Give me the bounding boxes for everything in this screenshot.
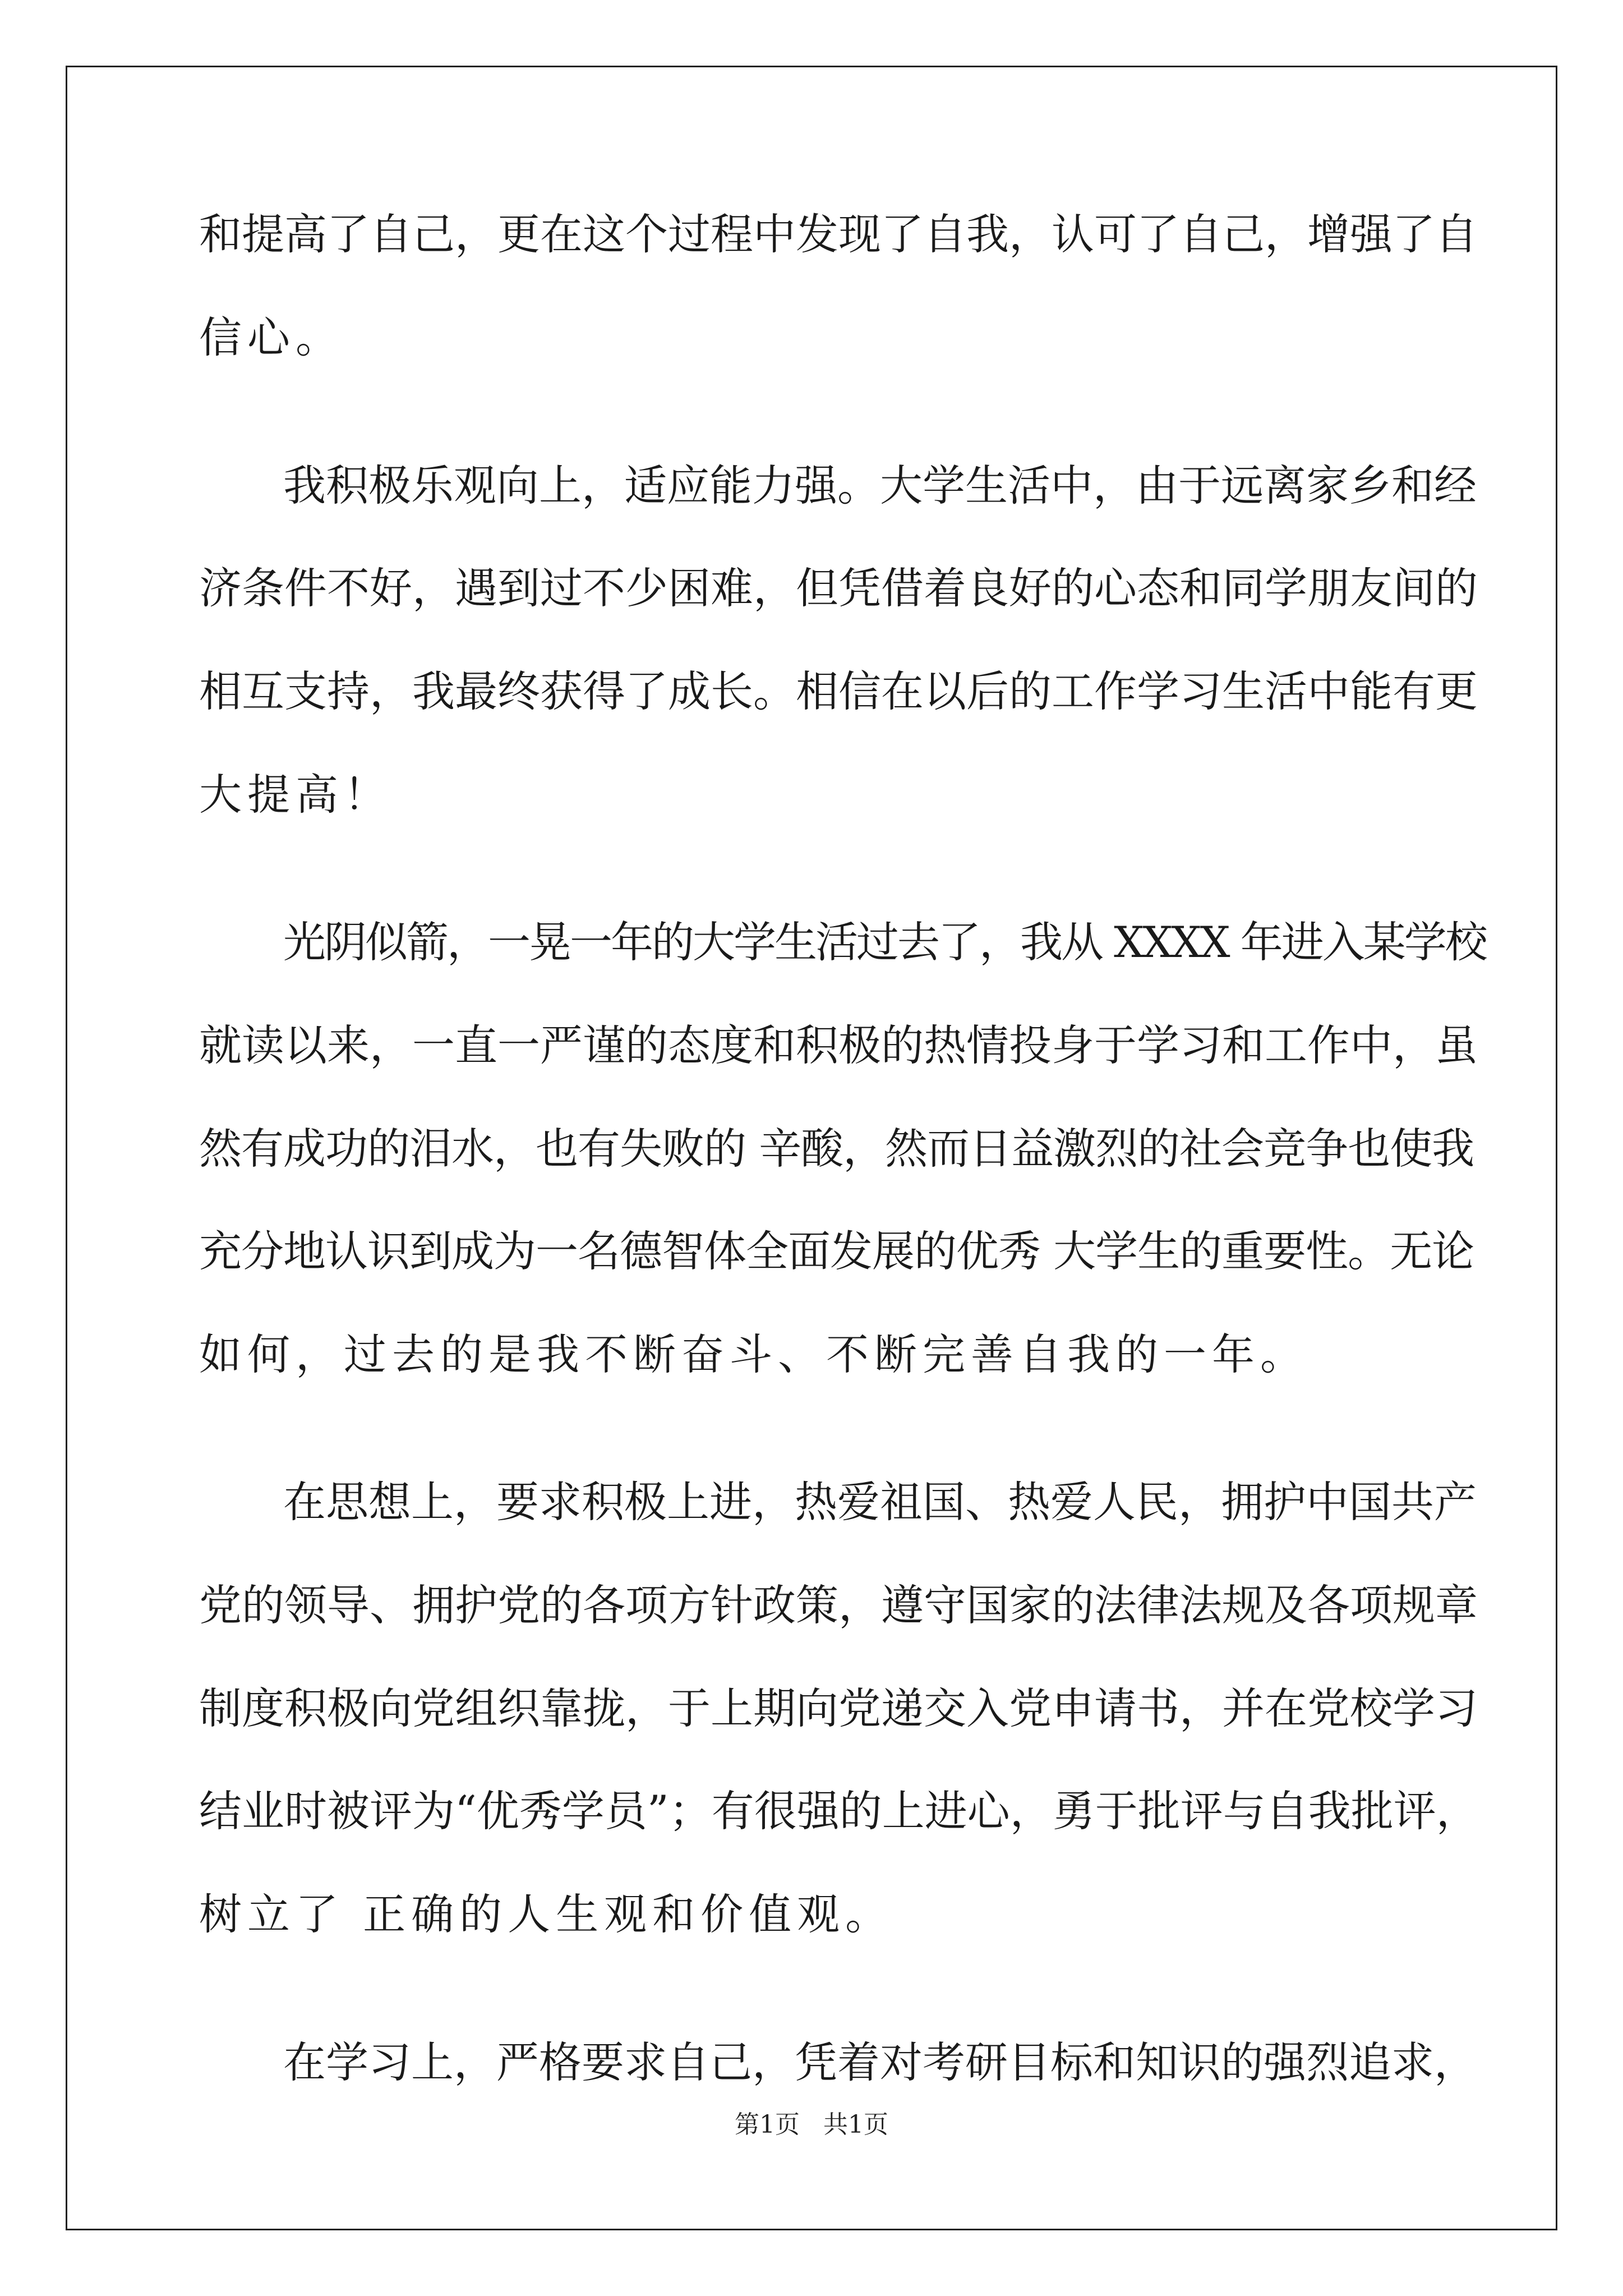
page-footer: 第1页 共1页	[735, 2110, 888, 2139]
paragraph-start-line: 光阴似箭，一晃一年的大学生活过去了，我从 XXXX 年进入某学校	[283, 917, 1486, 967]
text-line: 济条件不好，遇到过不少困难，但凭借着良好的心态和同学朋友间的	[199, 563, 1478, 613]
paragraph-start-line: 在思想上，要求积极上进，热爱祖国、热爱人民，拥护中国共产	[283, 1477, 1477, 1527]
text-line: 大提高！	[199, 770, 392, 820]
text-line: 树立了 正确的人生观和价值观。	[199, 1889, 894, 1939]
text-line: 信心。	[199, 312, 344, 362]
text-line: 如何，过去的是我不断奋斗、不断完善自我的一年。	[199, 1329, 1308, 1379]
text-line: 制度积极向党组织靠拢，于上期向党递交入党申请书，并在党校学习	[199, 1683, 1478, 1733]
text-line: 充分地认识到成为一名德智体全面发展的优秀 大学生的重要性。无论	[199, 1226, 1474, 1276]
paragraph-start-line: 在学习上，严格要求自己，凭着对考研目标和知识的强烈追求，	[283, 2037, 1477, 2087]
text-line: 然有成功的泪水，也有失败的 辛酸，然而日益激烈的社会竞争也使我	[199, 1124, 1474, 1174]
text-line: 就读以来，一直一严谨的态度和积极的热情投身于学习和工作中，虽	[199, 1020, 1478, 1070]
text-line: 党的领导、拥护党的各项方针政策，遵守国家的法律法规及各项规章	[199, 1580, 1478, 1630]
paragraph-start-line: 我积极乐观向上，适应能力强。大学生活中，由于远离家乡和经	[283, 461, 1477, 510]
text-line: 相互支持，我最终获得了成长。相信在以后的工作学习生活中能有更	[199, 666, 1478, 716]
text-line: 和提高了自己，更在这个过程中发现了自我，认可了自己，增强了自	[199, 209, 1478, 259]
text-line: 结业时被评为“优秀学员”；有很强的上进心，勇于批评与自我批评，	[199, 1786, 1479, 1836]
